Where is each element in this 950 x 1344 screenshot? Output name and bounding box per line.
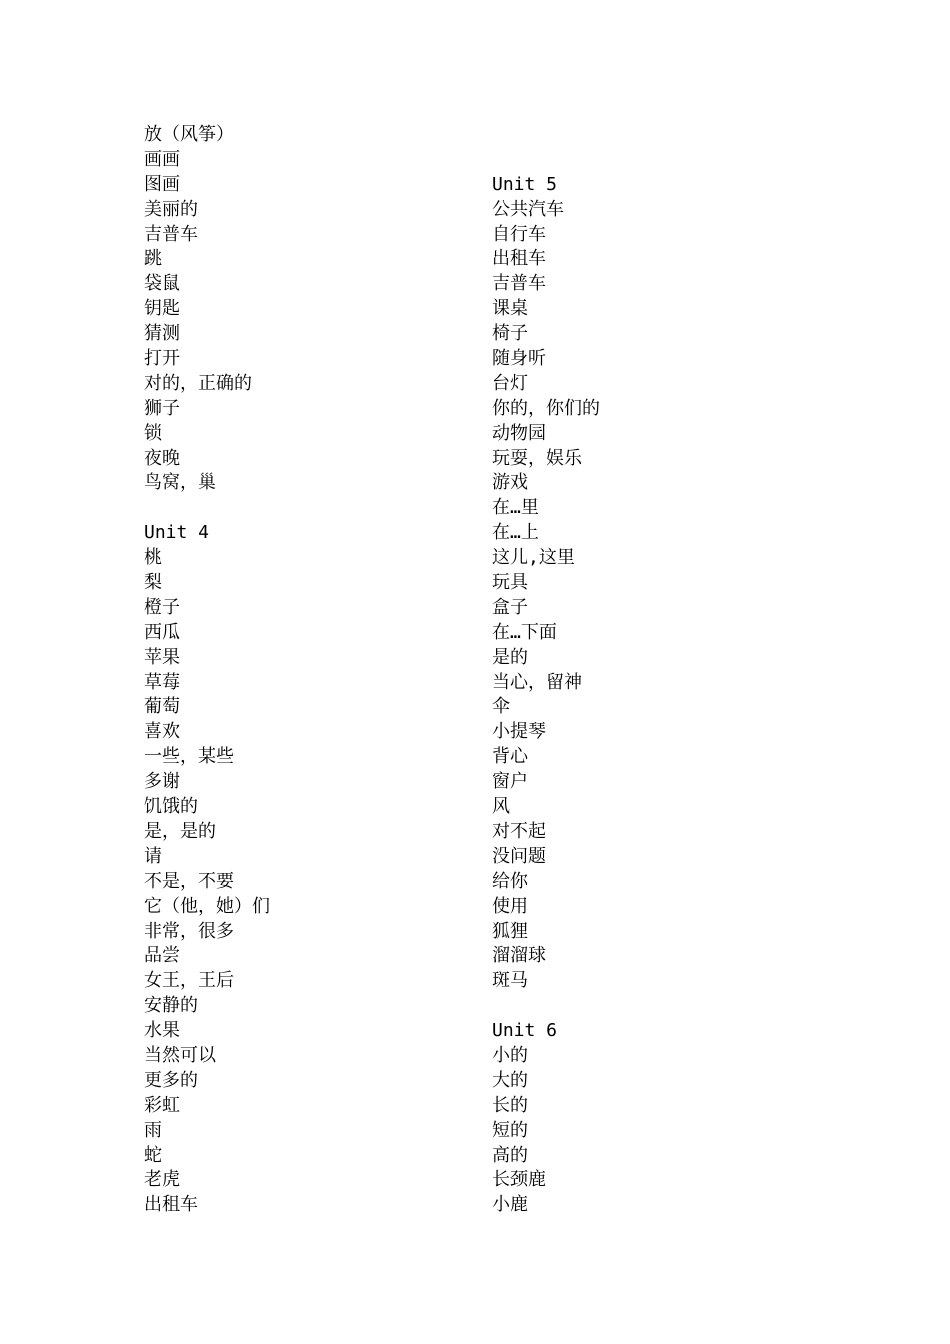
left-vocab-item: 一些，某些 <box>144 746 234 768</box>
left-vocab-item: 品尝 <box>144 945 180 967</box>
right-vocab-item: 狐狸 <box>492 920 528 942</box>
right-vocab-item: 小的 <box>492 1044 528 1066</box>
left-vocab-item: 跳 <box>144 248 162 270</box>
right-vocab-item: 公共汽车 <box>492 198 564 220</box>
right-vocab-item: 溜溜球 <box>492 945 546 967</box>
left-vocab-item: 对的，正确的 <box>144 372 252 394</box>
right-vocab-item: 斑马 <box>492 970 528 992</box>
right-vocab-item: 吉普车 <box>492 273 546 295</box>
left-vocab-item: 蛇 <box>144 1144 162 1166</box>
right-vocab-item: 伞 <box>492 696 510 718</box>
left-vocab-item: 是，是的 <box>144 820 216 842</box>
right-vocab-item: 自行车 <box>492 223 546 245</box>
right-vocab-item: 背心 <box>492 746 528 768</box>
left-vocab-item: 图画 <box>144 173 180 195</box>
right-vocab-item: 高的 <box>492 1144 528 1166</box>
left-vocab-item: 吉普车 <box>144 223 198 245</box>
left-vocab-item: 彩虹 <box>144 1094 180 1116</box>
left-vocab-item: 苹果 <box>144 646 180 668</box>
right-unit-heading: Unit 5 <box>492 173 558 195</box>
left-vocab-item: 打开 <box>144 348 180 370</box>
left-vocab-item: 锁 <box>144 422 162 444</box>
left-vocab-item: 雨 <box>144 1119 162 1141</box>
right-vocab-item: 在…下面 <box>492 621 557 643</box>
right-blank-line <box>492 994 600 1019</box>
right-vocab-item: 大的 <box>492 1069 528 1091</box>
left-blank-line <box>144 496 270 521</box>
left-vocab-item: 非常，很多 <box>144 920 234 942</box>
left-vocab-item: 饥饿的 <box>144 796 198 818</box>
right-vocab-item: 椅子 <box>492 323 528 345</box>
right-vocab-item: 玩耍，娱乐 <box>492 447 582 469</box>
right-vocab-item: 没问题 <box>492 845 546 867</box>
right-vocab-item: 在…上 <box>492 522 539 544</box>
left-vocab-item: 不是，不要 <box>144 870 234 892</box>
right-vocab-item: 你的，你们的 <box>492 397 600 419</box>
left-vocab-item: 西瓜 <box>144 621 180 643</box>
right-vocab-item: 随身听 <box>492 348 546 370</box>
left-vocab-item: 安静的 <box>144 995 198 1017</box>
right-vocab-item: 短的 <box>492 1119 528 1141</box>
left-vocab-item: 美丽的 <box>144 198 198 220</box>
right-vocab-item: 给你 <box>492 870 528 892</box>
right-vocab-item: 动物园 <box>492 422 546 444</box>
right-vocab-item: 长的 <box>492 1094 528 1116</box>
left-vocab-item: 狮子 <box>144 397 180 419</box>
left-vocab-item: 放（风筝） <box>144 124 234 145</box>
left-vocab-item: 请 <box>144 845 162 867</box>
right-vocab-item: 使用 <box>492 895 528 917</box>
left-vocab-item: 鸟窝，巢 <box>144 472 216 494</box>
left-vocab-item: 画画 <box>144 148 180 170</box>
left-vocab-item: 它（他，她）们 <box>144 895 270 917</box>
right-vocab-item: 小提琴 <box>492 721 546 743</box>
left-vocab-item: 桃 <box>144 547 162 569</box>
right-vocab-item: 在…里 <box>492 497 539 519</box>
left-vocab-item: 老虎 <box>144 1169 180 1191</box>
right-vocab-item: 小鹿 <box>492 1194 528 1216</box>
right-vocab-item: 出租车 <box>492 248 546 270</box>
left-vocab-item: 猜测 <box>144 323 180 345</box>
right-unit-heading: Unit 6 <box>492 1020 558 1042</box>
right-vocab-item: 玩具 <box>492 572 528 594</box>
left-vocab-item: 梨 <box>144 572 162 594</box>
left-vocab-item: 夜晚 <box>144 447 180 469</box>
left-vocab-item: 出租车 <box>144 1194 198 1216</box>
right-vocab-item: 对不起 <box>492 820 546 842</box>
left-vocab-item: 草莓 <box>144 671 180 693</box>
left-vocab-item: 多谢 <box>144 771 180 793</box>
right-vocab-item: 游戏 <box>492 472 528 494</box>
left-unit-heading: Unit 4 <box>144 522 210 544</box>
left-vocab-item: 女王，王后 <box>144 970 234 992</box>
left-vocab-item: 水果 <box>144 1020 180 1042</box>
right-vocab-item: 这儿,这里 <box>492 547 575 569</box>
left-vocab-item: 葡萄 <box>144 696 180 718</box>
right-vocab-item: 窗户 <box>492 771 528 793</box>
right-vocab-item: 风 <box>492 796 510 818</box>
right-vocab-item: 当心，留神 <box>492 671 582 693</box>
right-blank-line <box>492 148 600 173</box>
right-blank-line <box>492 123 600 148</box>
right-vocab-item: 盒子 <box>492 596 528 618</box>
right-vocab-item: 是的 <box>492 646 528 668</box>
left-vocab-item: 袋鼠 <box>144 273 180 295</box>
left-vocab-item: 橙子 <box>144 596 180 618</box>
right-vocab-item: 长颈鹿 <box>492 1169 546 1191</box>
right-vocab-item: 台灯 <box>492 372 528 394</box>
left-vocab-item: 更多的 <box>144 1069 198 1091</box>
right-vocab-item: 课桌 <box>492 298 528 320</box>
left-vocab-item: 喜欢 <box>144 721 180 743</box>
left-word-column <box>144 123 270 1218</box>
left-vocab-item: 钥匙 <box>144 298 180 320</box>
right-word-column <box>492 123 600 1218</box>
left-vocab-item: 当然可以 <box>144 1044 216 1066</box>
